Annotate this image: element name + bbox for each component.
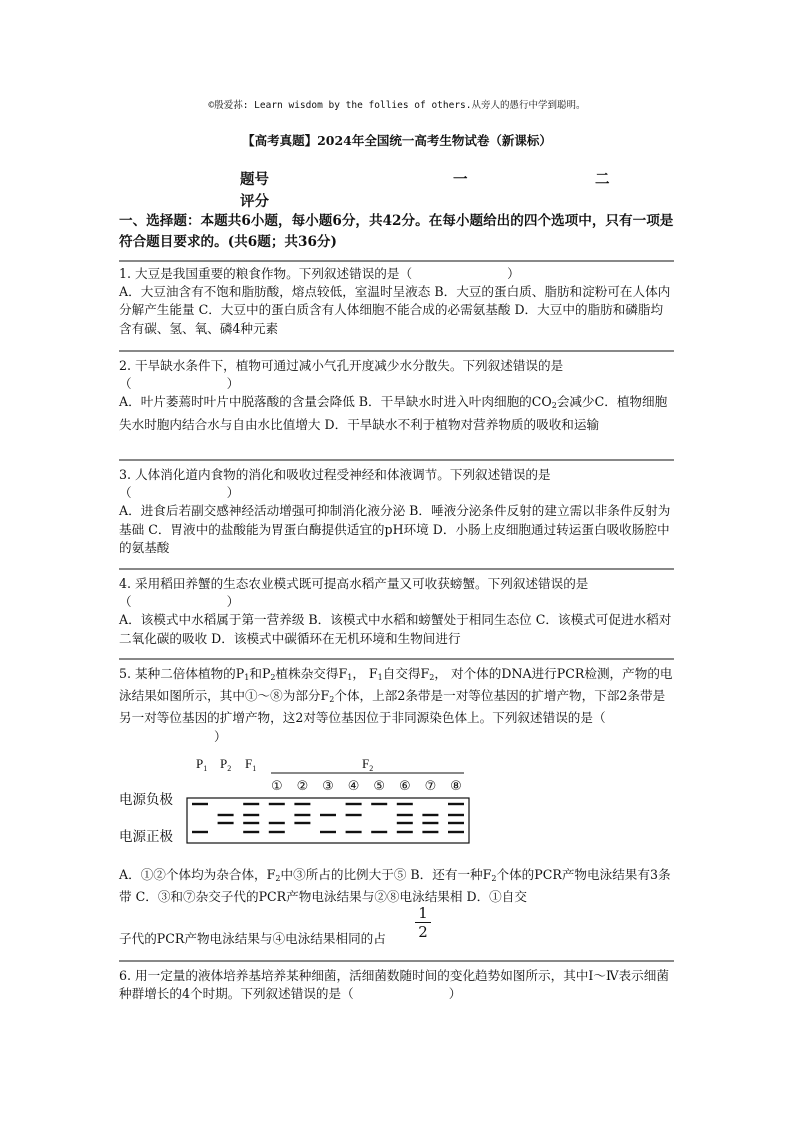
question-5-last-option: 子代的PCR产物电泳结果与④电泳结果相同的占 (119, 931, 386, 946)
question-3-options: A．进食后若副交感神经活动增强可抑制消化液分泌 B．唾液分泌条件反射的建立需以非条件反射为基础 C．胃液中的盐酸能为胃蛋白酶提供适宜的pH环境 D．小肠上皮细胞通过转运蛋白吸收肠腔中的氨基酸 (119, 503, 671, 555)
question-3 (119, 466, 674, 557)
gel-band (371, 803, 387, 805)
question-6 (119, 967, 674, 1003)
question-5 (119, 665, 674, 746)
gel-band (192, 831, 208, 833)
lane-number: ④ (347, 779, 360, 794)
question-1-stem: 1. 大豆是我国重要的粮食作物。下列叙述错误的是（ ） (119, 266, 520, 281)
question-5-stem: 5. 某种二倍体植物的$P_1$和$P_2$植株杂交得$F_1$， $F_1$自交得$F_2$， 对个体的DNA进行PCR检测，产物的电泳结果如图所示，其中①～⑧为部分$F_2$个体，上部2条带是一对等位基因的扩增产物，下部2条带是另一对等位基因的扩增产物，这2对等位基因位于非同源染色体上。下列叙述错误的是（） (119, 666, 673, 744)
score-col-1: 一 (453, 171, 468, 188)
gel-band (294, 814, 310, 816)
gel-frame (187, 798, 469, 843)
answer-blank: （ ） (119, 376, 240, 392)
lane-number: ⑥ (398, 779, 411, 794)
gel-band (397, 831, 413, 833)
gel-band (243, 814, 259, 816)
gel-band (422, 831, 438, 833)
label-f1: $F_1$ (245, 756, 257, 773)
gel-band (397, 822, 413, 824)
gel-band (346, 831, 362, 833)
divider (119, 960, 674, 962)
gel-band (218, 814, 234, 816)
score-label-number: 题号 (240, 171, 269, 188)
label-anode: 电源正极 (119, 829, 173, 844)
score-col-2: 二 (595, 171, 610, 188)
score-label-score: 评分 (240, 193, 269, 210)
question-3-stem: 3. 人体消化道内食物的消化和吸收过程受神经和体液调节。下列叙述错误的是 (119, 467, 551, 482)
divider (119, 260, 674, 262)
lane-number: ⑦ (424, 779, 437, 794)
question-5-options: A．①②个体均为杂合体，$F_2$中③所占的比例大于⑤ B．还有一种$F_2$个体的PCR产物电泳结果有3条带 C．③和⑦杂交子代的PCR产物电泳结果与②⑧电泳结果相 D．①自交 (119, 867, 671, 905)
exam-title: 【高考真题】2024年全国统一高考生物试卷（新课标） (242, 133, 552, 148)
label-f2: $F_2$ (362, 756, 374, 773)
gel-bands (192, 803, 464, 833)
gel-band (448, 831, 464, 833)
gel-band (218, 822, 234, 824)
question-2-stem: 2. 干旱缺水条件下，植物可通过减小气孔开度减少水分散失。下列叙述错误的是 (119, 358, 564, 373)
gel-band (346, 814, 362, 816)
gel-band (448, 803, 464, 805)
divider (119, 459, 674, 461)
gel-band (192, 803, 208, 805)
gel-band (320, 831, 336, 833)
question-1 (119, 265, 674, 338)
question-4 (119, 575, 674, 648)
gel-band (422, 822, 438, 824)
gel-band (294, 803, 310, 805)
question-2 (119, 357, 674, 434)
question-4-options: A．该模式中水稻属于第一营养级 B．该模式中水稻和螃蟹处于相同生态位 C．该模式可促进水稻对二氧化碳的吸收 D．该模式中碳循环在无机环境和生物间进行 (119, 612, 672, 646)
section-heading: 一、选择题：本题共6小题，每小题6分，共42分。在每小题给出的四个选项中，只有一项是符合题目要求的。(共6题；共36分) (119, 213, 674, 250)
divider (119, 350, 674, 352)
lane-number: ③ (322, 779, 334, 794)
gel-band (269, 831, 285, 833)
lane-number: ① (270, 779, 283, 794)
answer-blank: （ ） (119, 485, 240, 501)
gel-band (294, 822, 310, 824)
gel-band (371, 831, 387, 833)
divider (119, 568, 674, 570)
fraction-one-half: $\frac{1}{2}$ (412, 904, 434, 941)
electrophoresis-figure (115, 748, 475, 856)
gel-band (269, 803, 285, 805)
gel-band (243, 803, 259, 805)
label-cathode: 电源负极 (119, 792, 173, 807)
gel-band (346, 803, 362, 805)
gel-band (269, 822, 285, 824)
answer-blank: （ ） (119, 594, 240, 610)
gel-band (397, 803, 413, 805)
question-2-options: A．叶片萎蔫时叶片中脱落酸的含量会降低 B．干旱缺水时进入叶肉细胞的$CO_2$会减少C．植物细胞失水时胞内结合水与自由水比值增大 D．干旱缺水不利于植物对营养物质的吸收和运输 (119, 394, 668, 432)
motto: ©殷爱荪: Learn wisdom by the follies of others.从旁人的愚行中学到聪明。 (208, 100, 586, 111)
gel-band (243, 822, 259, 824)
label-p2: $P_2$ (220, 756, 232, 773)
question-6-stem: 6. 用一定量的液体培养基培养某种细菌，活细菌数随时间的变化趋势如图所示，其中Ⅰ～Ⅳ表示细菌种群增长的4个时期。下列叙述错误的是（ ） (119, 968, 669, 1002)
lane-number: ⑧ (450, 779, 462, 794)
lane-numbers (271, 779, 462, 794)
label-p1: $P_1$ (196, 756, 208, 773)
gel-band (397, 814, 413, 816)
gel-band (448, 814, 464, 816)
gel-band (243, 831, 259, 833)
question-4-stem: 4. 采用稻田养蟹的生态农业模式既可提高水稻产量又可收获螃蟹。下列叙述错误的是 (119, 576, 589, 591)
divider (119, 658, 674, 660)
gel-band (320, 814, 336, 816)
lane-number: ⑤ (373, 779, 386, 794)
gel-band (422, 814, 438, 816)
gel-band (448, 822, 464, 824)
question-1-options: A．大豆油含有不饱和脂肪酸，熔点较低，室温时呈液态 B．大豆的蛋白质、脂肪和淀粉可在人体内分解产生能量 C．大豆中的蛋白质含有人体细胞不能合成的必需氨基酸 D．大豆中的脂肪和磷脂均含有碳、氢、氧、磷4种元素 (119, 284, 671, 336)
lane-number: ② (296, 779, 309, 794)
